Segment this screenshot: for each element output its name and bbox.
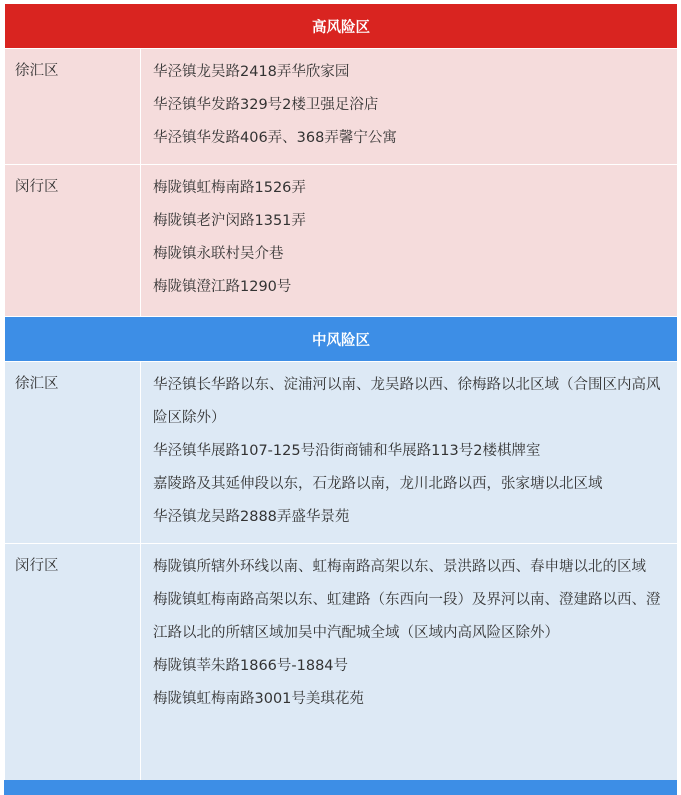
district-cell: 徐汇区	[5, 362, 141, 544]
list-item: 梅陇镇老沪闵路1351弄	[153, 213, 306, 229]
table-row	[5, 49, 678, 165]
list-item: 梅陇镇永联村吴介巷	[153, 246, 284, 262]
mid-risk-title: 中风险区	[5, 317, 678, 362]
district-cell: 闵行区	[5, 165, 141, 317]
high-risk-title: 高风险区	[5, 4, 678, 49]
list-item: 华泾镇华发路406弄、368弄馨宁公寓	[153, 130, 397, 146]
list-item: 华泾镇长华路以东、淀浦河以南、龙吴路以西、徐梅路以北区域（合围区内高风险区除外）	[153, 377, 661, 426]
mid-risk-header-row	[5, 317, 678, 362]
list-item: 梅陇镇所辖外环线以南、虹梅南路高架以东、景洪路以西、春申塘以北的区域	[153, 559, 646, 575]
places-cell	[141, 362, 678, 544]
table-row	[5, 544, 678, 784]
list-item: 华泾镇华展路107-125号沿街商铺和华展路113号2楼棋牌室	[153, 443, 541, 459]
list-item: 梅陇镇虹梅南路高架以东、虹建路（东西向一段）及界河以南、澄建路以西、澄江路以北的所辖区域加吴中汽配城全域（区域内高风险区除外）	[153, 592, 661, 641]
list-item: 梅陇镇莘朱路1866号-1884号	[153, 658, 349, 674]
district-cell: 徐汇区	[5, 49, 141, 165]
district-cell: 闵行区	[5, 544, 141, 784]
places-cell	[141, 544, 678, 784]
list-item: 嘉陵路及其延伸段以东，石龙路以南，龙川北路以西，张家塘以北区域	[153, 476, 603, 492]
table-row	[5, 165, 678, 317]
high-risk-header-row	[5, 4, 678, 49]
list-item: 华泾镇龙吴路2888弄盛华景苑	[153, 509, 350, 525]
risk-area-table	[4, 3, 678, 784]
table-row	[5, 362, 678, 544]
list-item: 梅陇镇虹梅南路1526弄	[153, 180, 306, 196]
mid-risk-footer-bar	[4, 780, 677, 795]
list-item: 华泾镇龙吴路2418弄华欣家园	[153, 64, 350, 80]
list-item: 梅陇镇澄江路1290号	[153, 279, 292, 295]
places-cell	[141, 165, 678, 317]
list-item: 华泾镇华发路329号2楼卫强足浴店	[153, 97, 379, 113]
places-cell	[141, 49, 678, 165]
list-item: 梅陇镇虹梅南路3001号美琪花苑	[153, 691, 364, 707]
